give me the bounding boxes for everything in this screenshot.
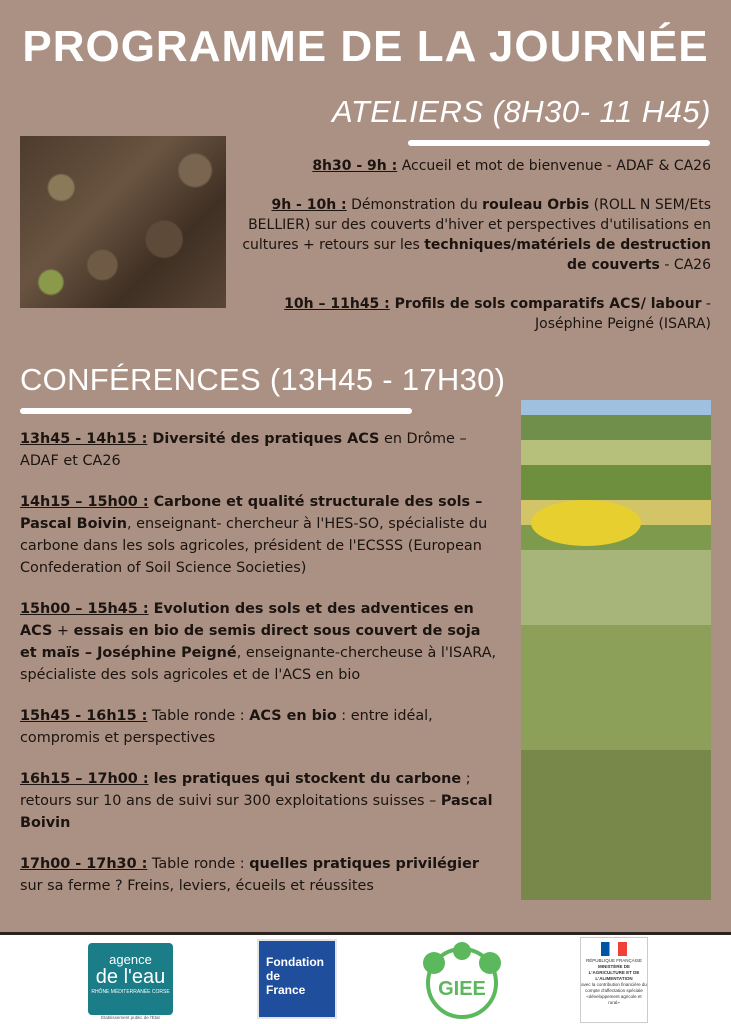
atelier-item: 8h30 - 9h : Accueil et mot de bienvenue - ADAF & CA26 — [312, 158, 711, 174]
heading-underline — [20, 408, 412, 414]
giee-logo — [414, 939, 504, 1021]
fondation-de-france-logo: Fondation de France — [257, 939, 337, 1019]
conference-item: 17h00 - 17h30 : Table ronde : quelles pratiques privilégier sur sa ferme ? Freins, leviers, écueils et réussites — [20, 856, 479, 894]
conference-item: 13h45 - 14h15 : Diversité des pratiques ACS en Drôme – ADAF et CA26 — [20, 431, 467, 469]
ateliers-list — [241, 156, 711, 353]
agence-de-l-eau-logo: agence de l'eau RHÔNE MÉDITERRANÉE CORSE — [88, 943, 173, 1015]
heading-underline — [408, 140, 710, 146]
conferences-heading: CONFÉRENCES (13H45 - 17H30) — [20, 362, 506, 397]
atelier-item: 9h - 10h : Démonstration du rouleau Orbis (ROLL N SEM/Ets BELLIER) sur des couverts d'hiver et perspectives d'utilisations en cultures + retours sur les techniques/matériels de destruction de couverts - CA26 — [242, 197, 711, 273]
french-flag-icon — [601, 942, 627, 956]
ministere-agriculture-logo: RÉPUBLIQUE FRANÇAISE MINISTÈRE DE L'AGRICULTURE ET DE L'ALIMENTATION avec la contribution financière du compte d'affectation spéciale «développement agricole et rural» — [580, 937, 648, 1023]
agence-subtitle: Établissement public de l'État — [101, 1015, 160, 1020]
conference-item: 15h45 - 16h15 : Table ronde : ACS en bio : entre idéal, compromis et perspectives — [20, 708, 433, 746]
conference-item: 15h00 – 15h45 : Evolution des sols et des adventices en ACS + essais en bio de semis direct sous couvert de soja et maïs – Joséphine Peigné, enseignante-chercheuse à l'ISARA, spécialiste des sols agricoles et de l'ACS en bio — [20, 601, 497, 683]
ateliers-heading: ATELIERS (8H30- 11 H45) — [331, 94, 711, 129]
sponsor-footer — [0, 935, 731, 1024]
conference-item: 16h15 – 17h00 : les pratiques qui stockent du carbone ; retours sur 10 ans de suivi sur 300 exploitations suisses – Pascal Boivin — [20, 771, 493, 831]
conference-item: 14h15 – 15h00 : Carbone et qualité structurale des sols – Pascal Boivin, enseignant- chercheur à l'HES-SO, spécialiste du carbone dans les sols agricoles, président de l'ECSSS (European Confederation of Soil Science Societies) — [20, 494, 488, 576]
page-title: PROGRAMME DE LA JOURNÉE — [22, 22, 709, 71]
atelier-item: 10h – 11h45 : Profils de sols comparatifs ACS/ labour - Joséphine Peigné (ISARA) — [284, 296, 711, 332]
yellow-bush — [531, 500, 641, 546]
field-photo — [521, 400, 711, 900]
soil-photo — [20, 136, 226, 308]
conferences-list — [20, 428, 500, 916]
svg-text:GIEE: GIEE — [438, 978, 486, 1000]
